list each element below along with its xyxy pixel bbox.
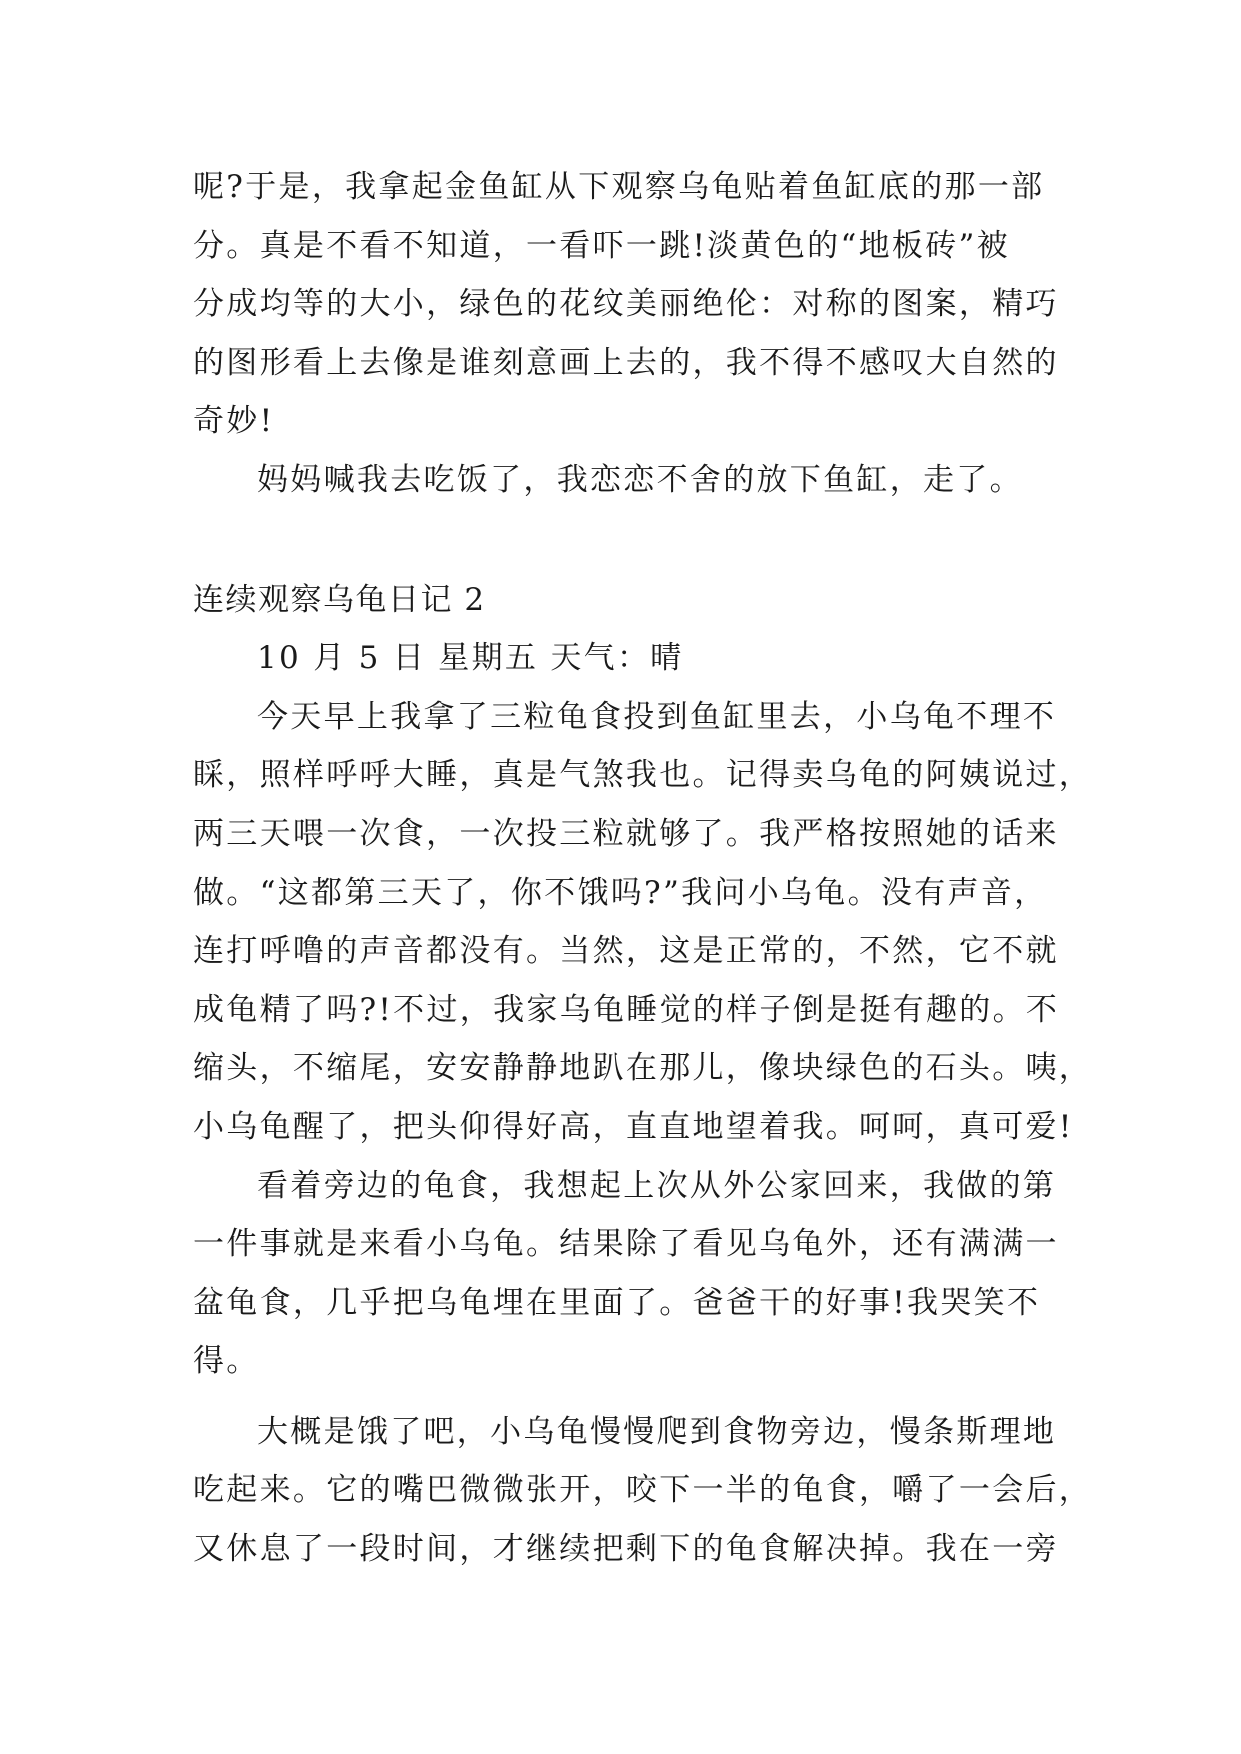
text-line: 得。 [193,1343,260,1380]
text-line: 看着旁边的龟食，我想起上次从外公家回来，我做的第 [257,1167,1057,1204]
closing-line: 妈妈喊我去吃饭了，我恋恋不舍的放下鱼缸，走了。 [257,461,1023,498]
section-title: 连续观察乌龟日记 2 [193,581,486,618]
text-line: 连打呼噜的声音都没有。当然，这是正常的，不然，它不就 [193,933,1059,970]
text-line: 两三天喂一次食，一次投三粒就够了。我严格按照她的话来 [193,815,1059,852]
document-page [193,158,1093,1579]
text-line: 做。“这都第三天了，你不饿吗?”我问小乌龟。没有声音， [193,874,1048,911]
text-line: 一件事就是来看小乌龟。结果除了看见乌龟外，还有满满一 [193,1226,1059,1263]
text-line: 今天早上我拿了三粒龟食投到鱼缸里去，小乌龟不理不 [257,698,1057,735]
text-line: 呢?于是，我拿起金鱼缸从下观察乌龟贴着鱼缸底的那一部 [193,169,1045,205]
text-line: 吃起来。它的嘴巴微微张开，咬下一半的龟食，嚼了一会后， [193,1472,1093,1509]
text-line: 成龟精了吗?!不过，我家乌龟睡觉的样子倒是挺有趣的。不 [193,991,1060,1028]
text-line: 的图形看上去像是谁刻意画上去的，我不得不感叹大自然的 [193,344,1059,381]
text-line: 缩头，不缩尾，安安静静地趴在那儿，像块绿色的石头。咦， [193,1050,1093,1087]
text-line: 奇妙! [193,403,275,440]
paragraph-2 [193,1157,1059,1391]
paragraph-spacer [193,1391,1055,1403]
text-line: 大概是饿了吧，小乌龟慢慢爬到食物旁边，慢条斯理地 [257,1413,1057,1450]
text-line: 盆龟食，几乎把乌龟埋在里面了。爸爸干的好事!我哭笑不 [193,1284,1041,1321]
continuation-paragraph [193,158,1059,451]
text-line: 分。真是不看不知道，一看吓一跳!淡黄色的“地板砖”被 [193,227,1010,264]
text-line: 分成均等的大小，绿色的花纹美丽绝伦：对称的图案，精巧 [193,286,1059,323]
date-line: 10 月 5 日 星期五 天气：晴 [257,640,684,677]
paragraph-3 [193,1403,1093,1579]
text-line: 睬，照样呼呼大睡，真是气煞我也。记得卖乌龟的阿姨说过， [193,757,1093,794]
text-line: 小乌龟醒了，把头仰得好高，直直地望着我。呵呵，真可爱! [193,1108,1074,1145]
text-line: 又休息了一段时间，才继续把剩下的龟食解决掉。我在一旁 [193,1531,1059,1568]
paragraph-1 [193,688,1093,1157]
section-spacer [193,510,1055,571]
